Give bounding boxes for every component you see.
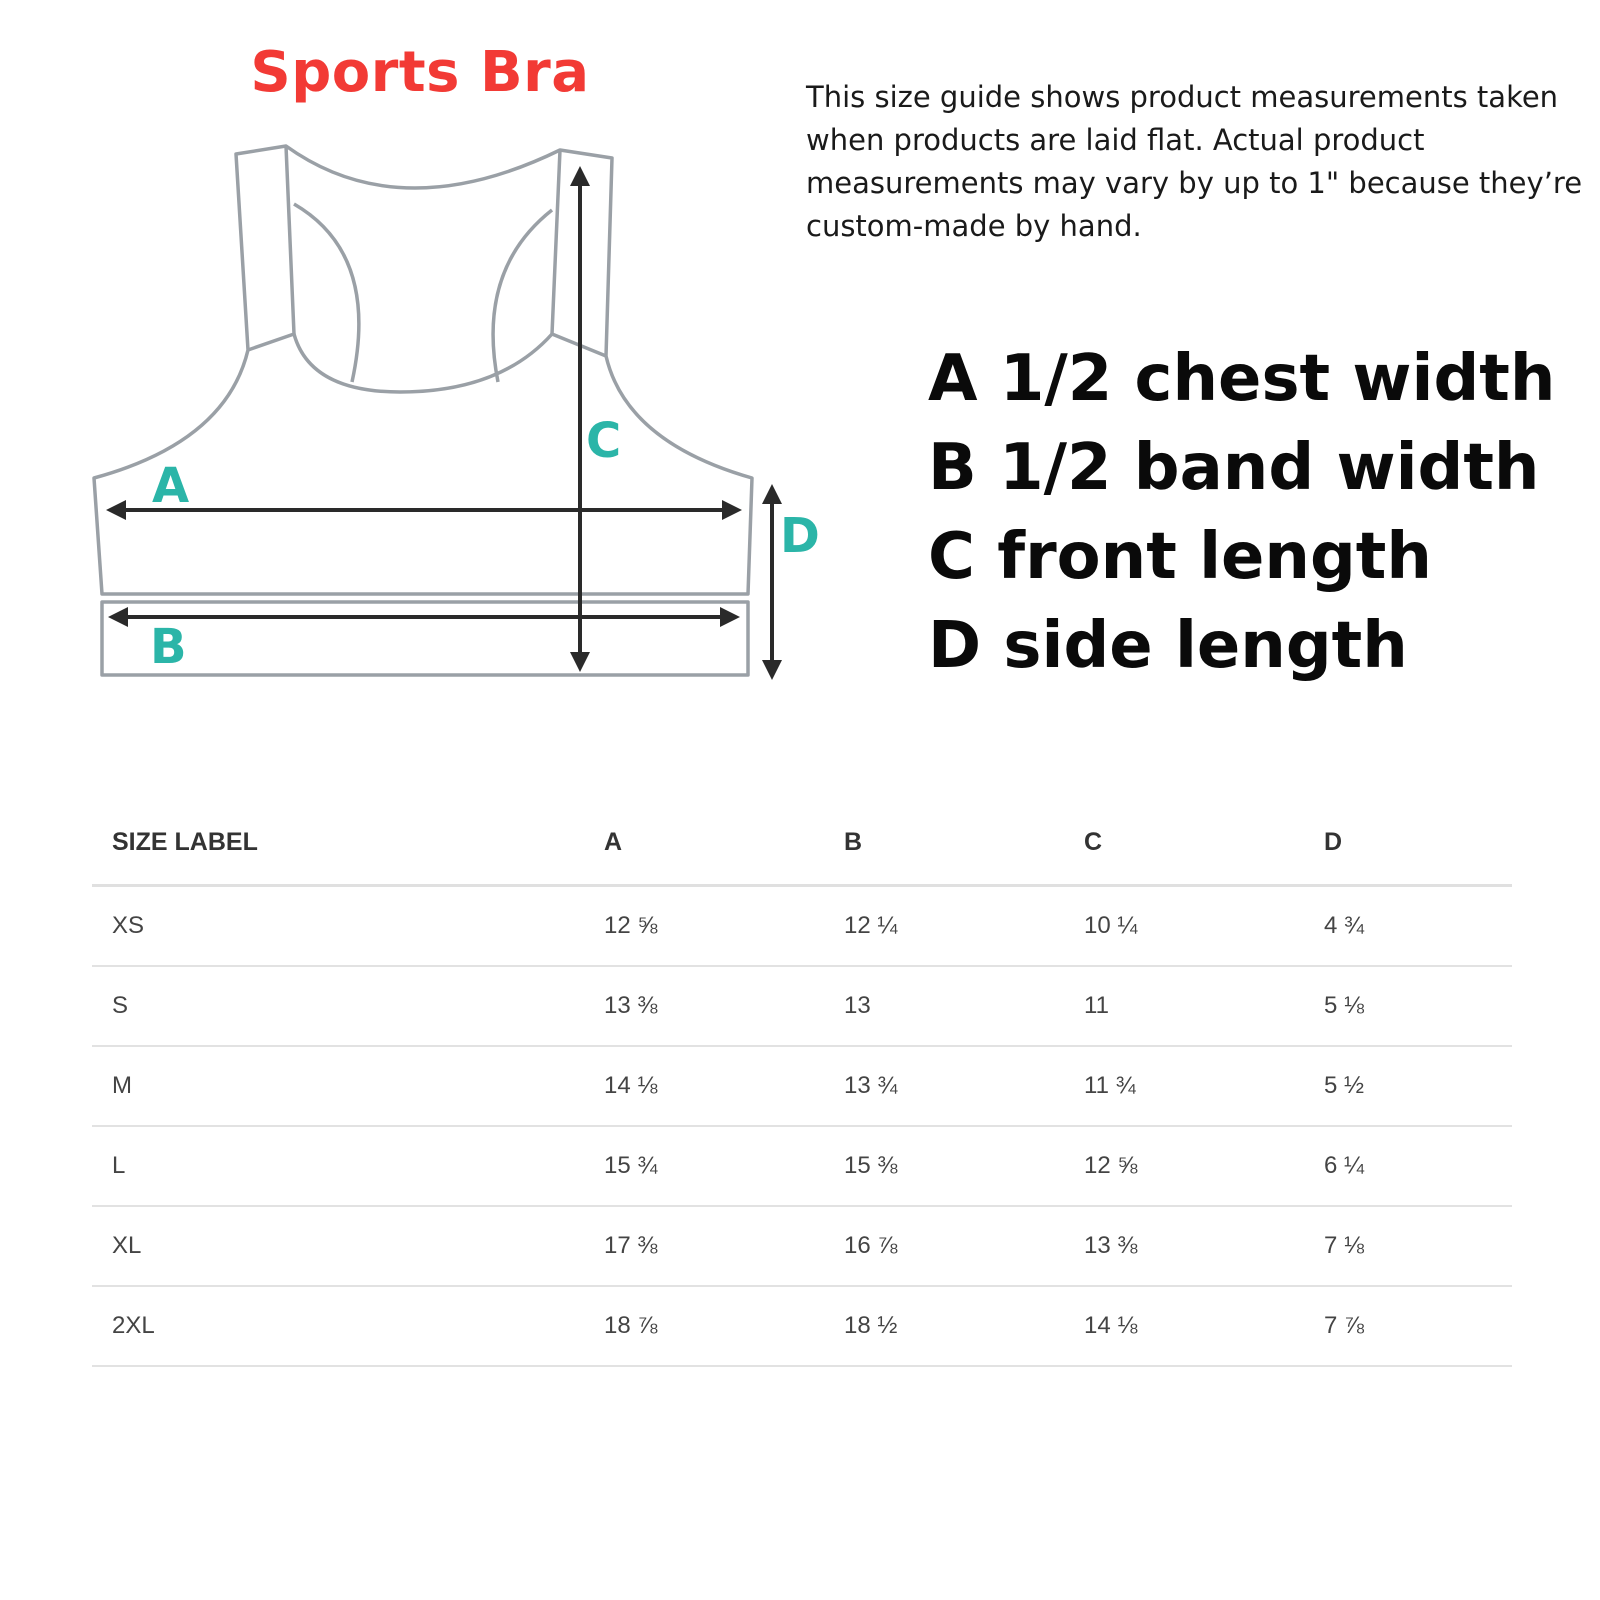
label-b: B <box>150 619 187 675</box>
table-row <box>92 1287 1512 1367</box>
table-row <box>92 887 1512 967</box>
legend-text: side length <box>1003 609 1408 683</box>
d-cell: 7 ⅞ <box>1324 1312 1365 1339</box>
a-cell: 15 ¾ <box>604 1152 658 1179</box>
table-header <box>92 800 1512 887</box>
header-d: D <box>1324 827 1343 856</box>
c-cell: 13 ⅜ <box>1084 1232 1138 1259</box>
b-cell: 12 ¼ <box>844 912 898 939</box>
a-cell: 14 ⅛ <box>604 1072 658 1099</box>
b-cell: 13 ¾ <box>844 1072 898 1099</box>
bra-outline <box>94 146 752 675</box>
size-cell: 2XL <box>112 1312 155 1339</box>
b-cell: 15 ⅜ <box>844 1152 898 1179</box>
size-cell: L <box>112 1152 126 1179</box>
page-title: Sports Bra <box>250 40 590 105</box>
legend-letter: C <box>928 520 975 594</box>
a-cell: 13 ⅜ <box>604 992 658 1019</box>
c-cell: 10 ¼ <box>1084 912 1138 939</box>
d-cell: 7 ⅛ <box>1324 1232 1365 1259</box>
size-cell: M <box>112 1072 132 1099</box>
a-cell: 17 ⅜ <box>604 1232 658 1259</box>
b-cell: 13 <box>844 992 871 1019</box>
a-cell: 12 ⅝ <box>604 912 658 939</box>
legend-letter: A <box>928 342 978 416</box>
header-b: B <box>844 827 863 856</box>
d-cell: 5 ½ <box>1324 1072 1365 1099</box>
table-row <box>92 1127 1512 1207</box>
legend-letter: B <box>928 431 977 505</box>
d-cell: 6 ¼ <box>1324 1152 1365 1179</box>
legend-text: front length <box>997 520 1432 594</box>
c-cell: 11 <box>1084 992 1109 1019</box>
b-cell: 16 ⅞ <box>844 1232 898 1259</box>
legend-letter: D <box>928 609 982 683</box>
size-guide-description: This size guide shows product measurements taken when products are laid flat. Actual product measurements may vary by up to 1" because they’re custom-made by hand. <box>806 80 1583 243</box>
d-cell: 4 ¾ <box>1324 912 1365 939</box>
d-cell: 5 ⅛ <box>1324 992 1365 1019</box>
header-a: A <box>604 827 623 856</box>
label-d: D <box>780 508 820 564</box>
table-row <box>92 967 1512 1047</box>
c-cell: 11 ¾ <box>1084 1072 1136 1099</box>
legend-item-d <box>928 602 1588 691</box>
header-size-label: SIZE LABEL <box>112 827 258 856</box>
legend-text: 1/2 chest width <box>999 342 1556 416</box>
table-row <box>92 1047 1512 1127</box>
c-cell: 12 ⅝ <box>1084 1152 1138 1179</box>
header-c: C <box>1084 827 1103 856</box>
size-table <box>92 800 1512 1367</box>
sports-bra-diagram <box>0 0 840 700</box>
legend-item-b <box>928 424 1588 513</box>
size-cell: XL <box>112 1232 142 1259</box>
measurement-legend <box>928 335 1588 691</box>
b-cell: 18 ½ <box>844 1312 898 1339</box>
legend-item-c <box>928 513 1588 602</box>
label-c: C <box>586 413 622 469</box>
c-cell: 14 ⅛ <box>1084 1312 1138 1339</box>
size-cell: XS <box>112 912 145 939</box>
label-a: A <box>152 458 190 514</box>
size-cell: S <box>112 992 129 1019</box>
legend-text: 1/2 band width <box>999 431 1540 505</box>
legend-item-a <box>928 335 1588 424</box>
table-row <box>92 1207 1512 1287</box>
measure-arrows <box>110 170 772 676</box>
a-cell: 18 ⅞ <box>604 1312 658 1339</box>
